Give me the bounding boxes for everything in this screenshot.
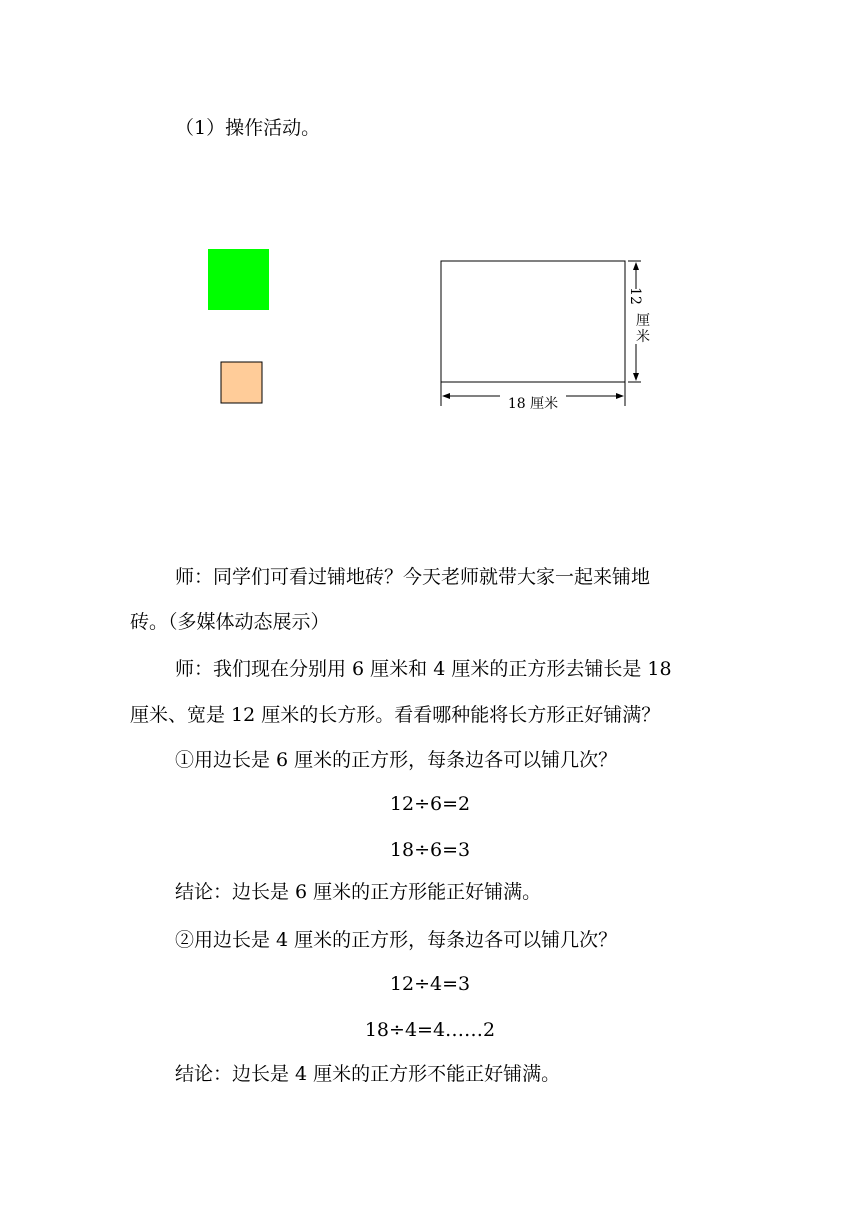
paragraph-2-line-2: 厘米、宽是 12 厘米的长方形。看看哪种能将长方形正好铺满？ [130, 704, 661, 726]
small-square-tile [221, 362, 262, 403]
equation-18-div-6: 18÷6=3 [389, 839, 471, 861]
height-label-digits: 12 [627, 287, 643, 305]
question-6cm: ①用边长是 6 厘米的正方形，每条边各可以铺几次？ [175, 749, 618, 771]
large-square-tile [208, 249, 269, 310]
section-heading: （1）操作活动。 [175, 117, 321, 139]
width-label: 18 厘米 [507, 396, 559, 412]
paragraph-1-line-2: 砖。（多媒体动态展示） [130, 611, 330, 633]
height-label-unit-1: 厘 [636, 313, 650, 329]
question-4cm: ②用边长是 4 厘米的正方形，每条边各可以铺几次？ [175, 929, 618, 951]
target-rectangle [441, 261, 625, 382]
equation-12-div-6: 12÷6=2 [389, 793, 471, 815]
conclusion-4cm: 结论：边长是 4 厘米的正方形不能正好铺满。 [175, 1063, 561, 1085]
paragraph-2-line-1: 师：我们现在分别用 6 厘米和 4 厘米的正方形去铺长是 18 [175, 658, 672, 680]
width-dimension [441, 374, 625, 412]
height-label-unit-2: 米 [636, 329, 650, 345]
equation-12-div-4: 12÷4=3 [389, 973, 471, 995]
equation-18-div-4: 18÷4=4……2 [364, 1019, 496, 1041]
paragraph-1-line-1: 师：同学们可看过铺地砖？今天老师就带大家一起来铺地 [175, 566, 651, 588]
height-dimension [627, 261, 650, 382]
conclusion-6cm: 结论：边长是 6 厘米的正方形能正好铺满。 [175, 881, 542, 903]
